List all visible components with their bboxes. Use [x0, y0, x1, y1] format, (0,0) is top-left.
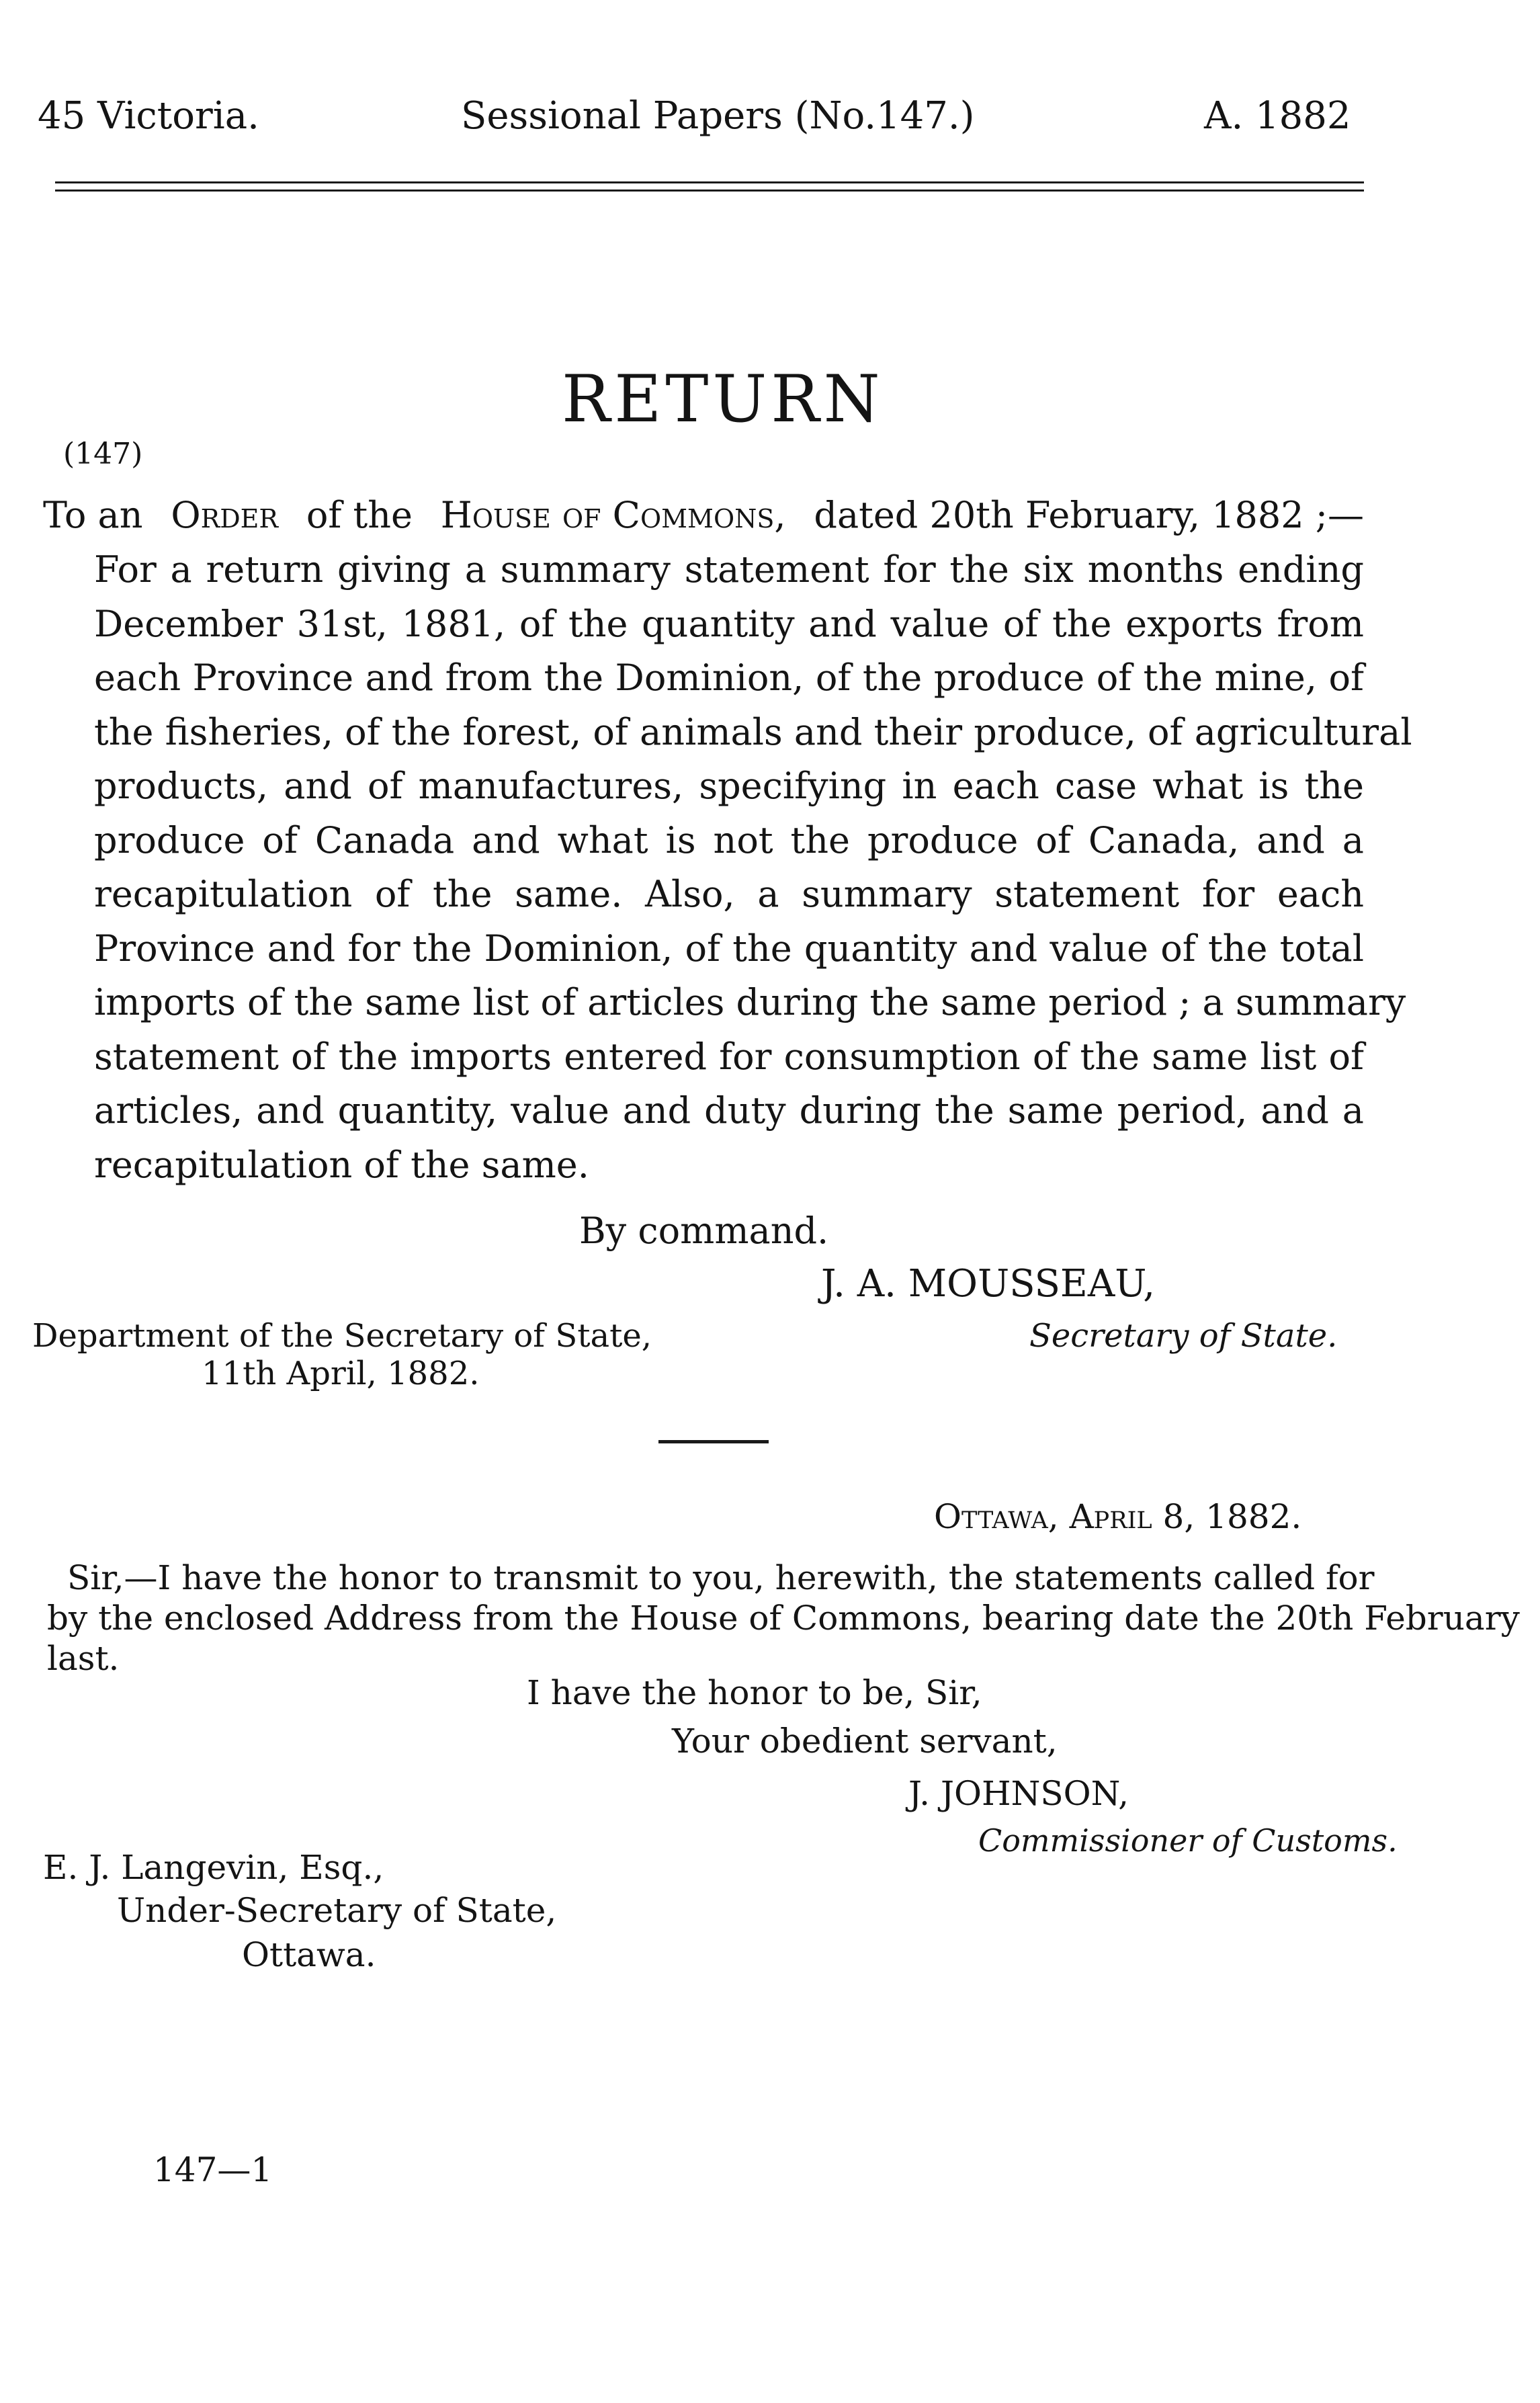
header-rule-bottom — [55, 189, 1364, 192]
department: Department of the Secretary of State, — [32, 1317, 652, 1355]
signatory-title: Secretary of State. — [1029, 1317, 1338, 1355]
intro-mid: of the — [306, 494, 413, 536]
header-sessional-papers: Sessional Papers (No.147.) — [461, 94, 975, 138]
letter-closing-1: I have the honor to be, Sir, — [527, 1673, 982, 1712]
body-line: recapitulation of the same. — [94, 1143, 589, 1186]
body-line: produce of Canada and what is not the produce of Canada, and a — [94, 818, 1364, 861]
header-volume: 45 Victoria. — [38, 94, 259, 138]
document-title: RETURN — [562, 362, 884, 437]
sender-name: J. JOHNSON, — [908, 1774, 1129, 1813]
addressee-city: Ottawa. — [242, 1935, 376, 1974]
body-line: articles, and quantity, value and duty during the same period, and a — [94, 1089, 1364, 1132]
order-body — [94, 543, 1412, 1192]
header-rule-top — [55, 181, 1364, 183]
letter-closing-2: Your obedient servant, — [672, 1722, 1058, 1761]
sender-title: Commissioner of Customs. — [978, 1822, 1398, 1859]
body-line: For a return giving a summary statement for the six months ending — [94, 548, 1364, 591]
body-line: the fisheries, of the forest, of animals and their produce, of agricultural — [94, 710, 1412, 753]
signatory-name: J. A. MOUSSEAU, — [821, 1262, 1156, 1306]
body-line: December 31st, 1881, of the quantity and value of the exports from — [94, 602, 1364, 645]
addressee-name: E. J. Langevin, Esq., — [43, 1848, 384, 1887]
body-line: products, and of manufactures, specifying in each case what is the — [94, 765, 1364, 807]
intro-prefix: To an — [43, 494, 143, 536]
signature-mark: 147—1 — [153, 2150, 273, 2189]
order-intro-line — [43, 494, 1364, 536]
letter-line: by the enclosed Address from the House of Commons, bearing date the 20th February — [47, 1599, 1520, 1638]
letter-line: Sir,—I have the honor to transmit to you, herewith, the statements called for — [67, 1558, 1375, 1597]
letter-body — [47, 1558, 1520, 1679]
body-line: Province and for the Dominion, of the quantity and value of the total — [94, 927, 1364, 970]
body-line: recapitulation of the same. Also, a summary statement for each — [94, 873, 1364, 915]
header-year: A. 1882 — [1204, 94, 1351, 138]
body-line: each Province and from the Dominion, of the produce of the mine, of — [94, 657, 1364, 699]
body-line: imports of the same list of articles during the same period ; a summary — [94, 981, 1406, 1023]
intro-order: Order — [171, 494, 279, 536]
letter-line: last. — [47, 1639, 120, 1678]
by-command: By command. — [579, 1210, 829, 1252]
letter-place-date: Ottawa, April 8, 1882. — [934, 1497, 1302, 1536]
intro-house: House of Commons, — [440, 494, 786, 536]
addressee-title: Under-Secretary of State, — [117, 1891, 557, 1930]
intro-date: dated 20th February, 1882 ;— — [814, 494, 1364, 536]
department-date: 11th April, 1882. — [202, 1355, 480, 1392]
section-divider — [658, 1440, 769, 1443]
body-line: statement of the imports entered for consumption of the same list of — [94, 1035, 1364, 1078]
document-number: (147) — [63, 437, 143, 471]
